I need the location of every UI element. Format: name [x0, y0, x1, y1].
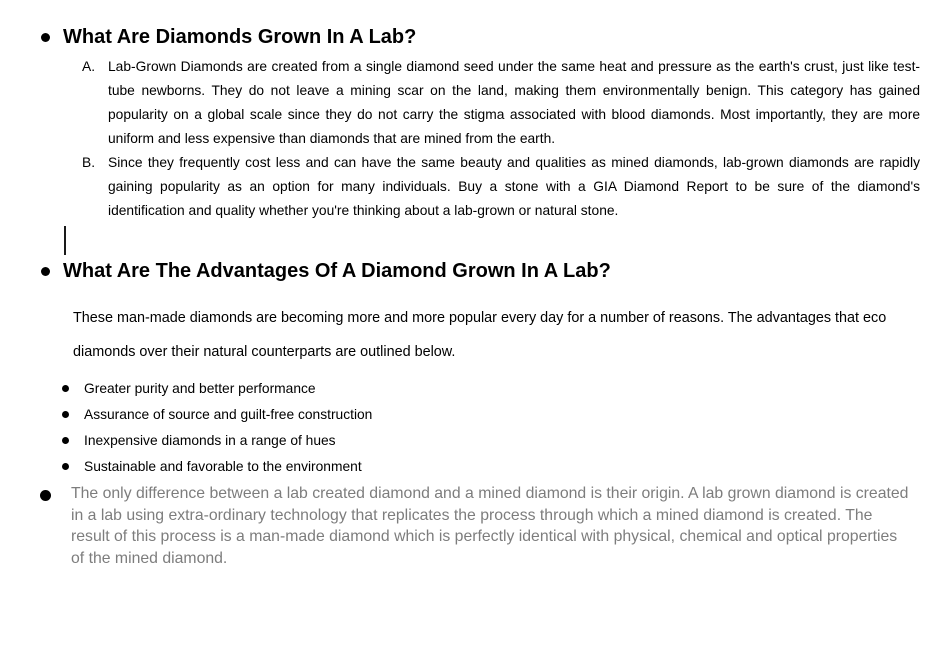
list-item [62, 375, 372, 401]
note-paragraph: The only difference between a lab created diamond and a mined diamond is their origin. A lab grown diamond is created in a lab using extra-ordinary technology that replicates the process through which a mined diamond is created. The result of this process is a man-made diamond which is perfectly identical with physical, chemical and optical properties of the mined diamond. [71, 485, 909, 567]
note-row [40, 483, 910, 569]
bullet-icon [62, 385, 69, 392]
text-cursor [64, 226, 66, 255]
bullet-icon [41, 267, 50, 276]
bullet-icon [40, 490, 51, 501]
intro-paragraph: These man-made diamonds are becoming more and more popular every day for a number of reasons. The advantages that eco diamonds over their natural counterparts are outlined below. [73, 310, 887, 360]
lettered-list [82, 55, 920, 223]
list-item-b-text: Since they frequently cost less and can have the same beauty and qualities as mined diamonds, lab-grown diamonds are rapidly gaining popularity as an option for many individuals. Buy a stone with a GIA Diamond Report to be sure of the diamond's identification and quality whether you're thinking about a lab-grown or natural stone. [108, 155, 920, 218]
advantages-list [62, 375, 372, 479]
advantage-text: Sustainable and favorable to the environment [84, 458, 362, 474]
list-item-b [82, 151, 920, 223]
list-item [62, 453, 372, 479]
advantage-text: Greater purity and better performance [84, 380, 316, 396]
list-item [62, 401, 372, 427]
section1-heading-row [41, 25, 416, 49]
advantage-text: Assurance of source and guilt-free construction [84, 406, 373, 422]
bullet-icon [62, 411, 69, 418]
bullet-icon [41, 33, 50, 42]
section1-heading: What Are Diamonds Grown In A Lab? [63, 26, 417, 48]
bullet-icon [62, 463, 69, 470]
section2-heading-row [41, 259, 611, 283]
list-item [62, 427, 372, 453]
section2-heading: What Are The Advantages Of A Diamond Grown In A Lab? [63, 260, 611, 282]
list-item-a-text: Lab-Grown Diamonds are created from a single diamond seed under the same heat and pressure as the earth's crust, just like test-tube newborns. They do not leave a mining scar on the land, making them environmentally benign. This category has gained popularity on a global scale since they do not carry the stigma associated with blood diamonds. Most importantly, they are more uniform and less expensive than diamonds that are mined from the earth. [108, 59, 920, 146]
advantage-text: Inexpensive diamonds in a range of hues [84, 432, 336, 448]
list-marker-b: B. [82, 155, 96, 170]
bullet-icon [62, 437, 69, 444]
list-marker-a: A. [82, 59, 96, 74]
list-item-a [82, 55, 920, 151]
